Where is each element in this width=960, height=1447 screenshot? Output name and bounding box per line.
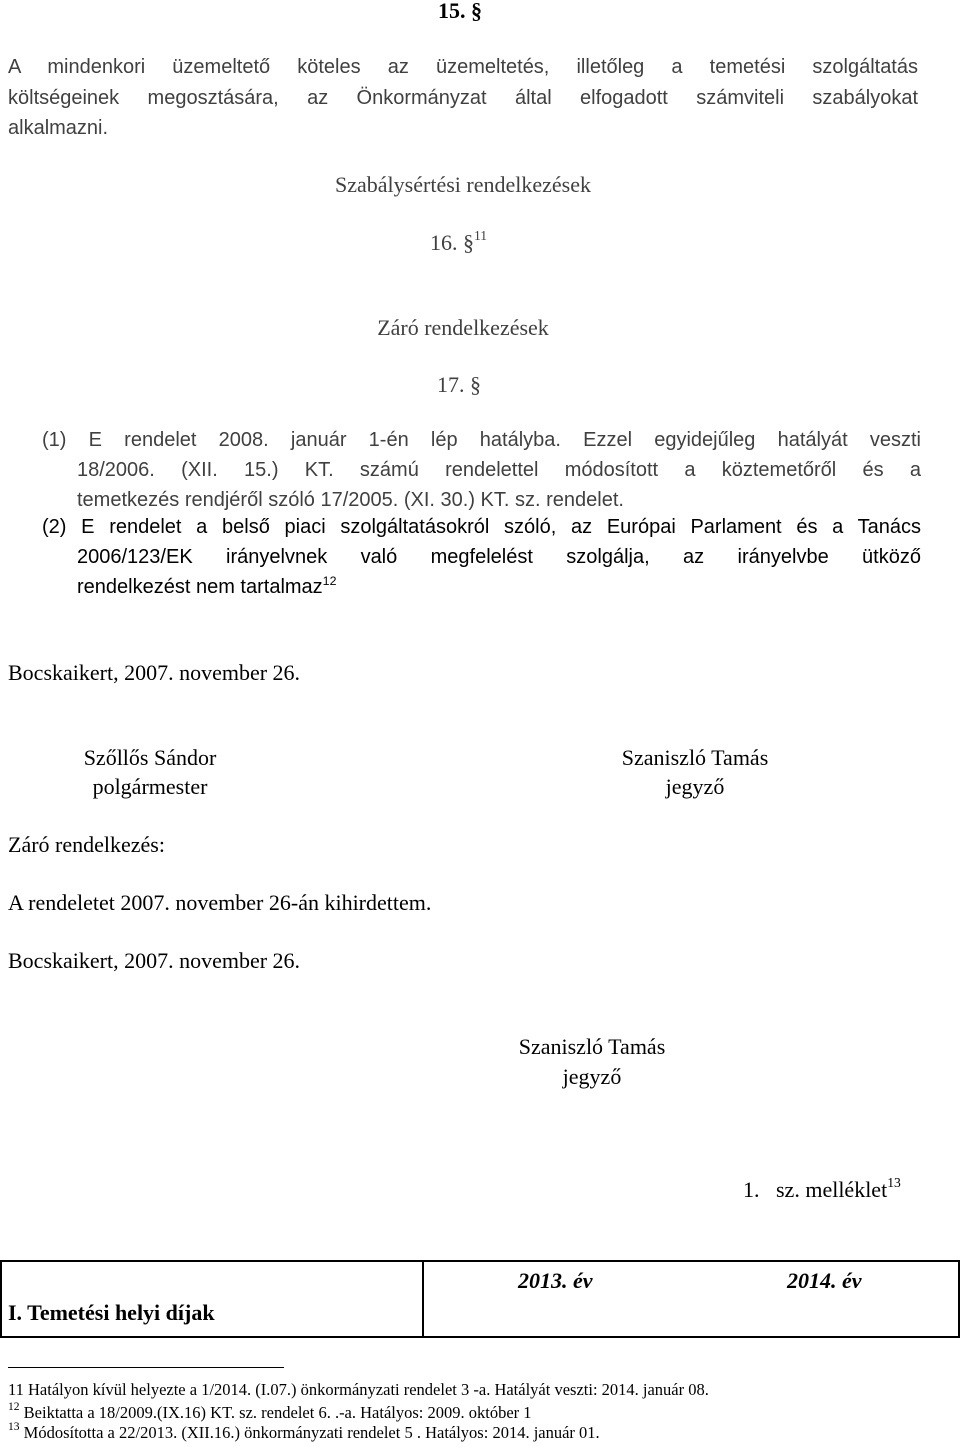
fee-table-row-label: I. Temetési helyi díjak — [8, 1300, 215, 1325]
signature-mayor-role: polgármester — [92, 774, 208, 799]
annex-label-text: 1. sz. melléklet — [743, 1177, 888, 1202]
footnote-12-number: 12 — [8, 1401, 20, 1413]
footnote-12 — [8, 1403, 532, 1423]
section-15-heading — [438, 0, 482, 24]
footnote-ref-11[interactable]: 11 — [474, 228, 488, 243]
footnote-11 — [8, 1380, 709, 1400]
fee-table-label-cell — [1, 1261, 423, 1337]
para-17-1-line-1: (1) E rendelet 2008. január 1-én lép hatályba. Ezzel egyidejűleg hatályát veszti — [42, 429, 921, 451]
signature-notary-name: Szaniszló Tamás — [621, 745, 769, 770]
fee-table — [0, 1260, 960, 1338]
section-16-heading — [430, 230, 487, 256]
heading-final-provisions: Záró rendelkezések — [377, 315, 549, 340]
heading-offenses: Szabálysértési rendelkezések — [335, 172, 591, 197]
para-15-line-1: A mindenkori üzemeltető köteles az üzemeltetés, illetőleg a temetési szolgáltatás — [8, 56, 918, 78]
footnote-13-text: Módosította a 22/2013. (XII.16.) önkormányzati rendelet 5 . Hatályos: 2014. január 01. — [19, 1423, 600, 1442]
section-sign: § — [470, 372, 481, 397]
signature-notary-role: jegyző — [665, 774, 725, 799]
para-17-2-line-1: (2) E rendelet a belső piaci szolgáltatásokról szóló, az Európai Parlament és a Tanács — [42, 516, 921, 538]
para-17-1-line-3: temetkezés rendjéről szóló 17/2005. (XI. 30.) KT. sz. rendelet. — [77, 489, 624, 511]
promulgation-statement: A rendeletet 2007. november 26-án kihirdettem. — [8, 890, 432, 915]
fee-table-year-2014: 2014. év — [787, 1268, 862, 1293]
footnote-ref-12[interactable]: 12 — [322, 574, 337, 588]
footnote-13-number: 13 — [8, 1421, 20, 1433]
section-sign: § — [471, 0, 482, 23]
section-17-heading — [437, 372, 481, 398]
annex-label — [743, 1177, 901, 1203]
footnote-11-number: 11 — [8, 1380, 24, 1399]
para-17-2-line-3-text: rendelkezést nem tartalmaz — [77, 576, 323, 598]
section-15-number: 15. — [438, 0, 466, 23]
para-17-1-line-2: 18/2006. (XII. 15.) KT. számú rendelettel módosított a köztemetőről és a — [77, 459, 921, 481]
place-date-1: Bocskaikert, 2007. november 26. — [8, 660, 301, 685]
section-sign: § — [463, 230, 474, 255]
para-15-line-3: alkalmazni. — [8, 117, 109, 139]
para-17-2-line-2: 2006/123/EK irányelvnek való megfelelést szolgálja, az irányelvbe ütköző — [77, 546, 921, 568]
fee-table-years-cell — [423, 1261, 959, 1337]
closing-heading: Záró rendelkezés: — [8, 832, 165, 857]
para-17-2-line-3 — [77, 576, 336, 599]
signature-bottom-name: Szaniszló Tamás — [518, 1034, 666, 1059]
footnote-12-text: Beiktatta a 18/2009.(IX.16) KT. sz. rendelet 6. .-a. Hatályos: 2009. október 1 — [19, 1403, 532, 1422]
para-15-line-2: költségeinek megosztására, az Önkormányzat által elfogadott számviteli szabályokat — [8, 87, 918, 109]
footnote-11-text: Hatályon kívül helyezte a 1/2014. (I.07.) önkormányzati rendelet 3 -a. Hatályát veszti: 2014. január 08. — [23, 1380, 709, 1399]
section-17-number: 17. — [437, 372, 465, 397]
signature-bottom-role: jegyző — [562, 1064, 622, 1089]
fee-table-year-2013: 2013. év — [518, 1268, 593, 1293]
section-16-number: 16. — [430, 230, 458, 255]
signature-mayor-name: Szőllős Sándor — [83, 745, 217, 770]
footnote-ref-13[interactable]: 13 — [887, 1175, 901, 1190]
footnote-13 — [8, 1423, 600, 1443]
footnote-separator — [8, 1367, 284, 1368]
place-date-2: Bocskaikert, 2007. november 26. — [8, 948, 301, 973]
